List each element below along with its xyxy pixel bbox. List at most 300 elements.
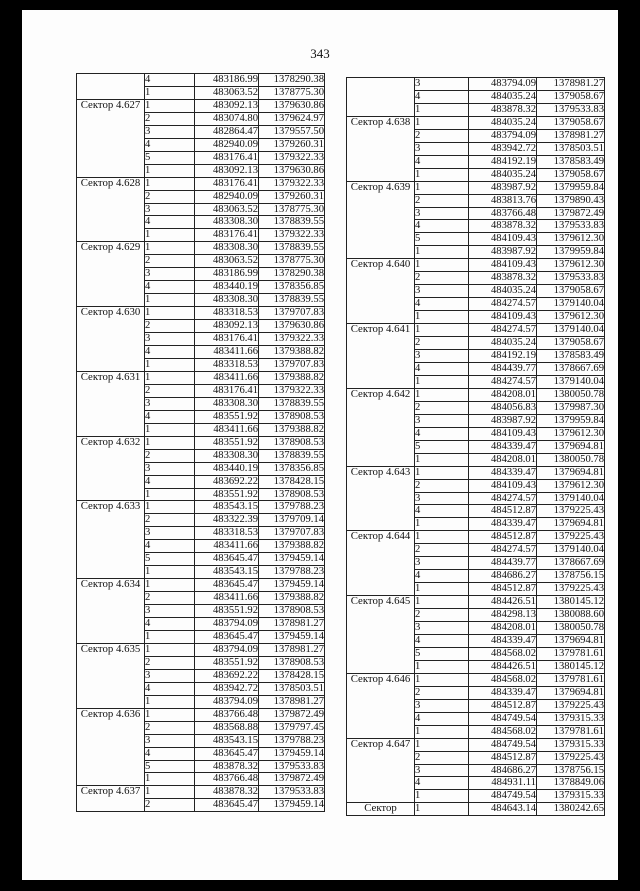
coordinate-x: 484274.57 (469, 298, 537, 311)
point-number: 3 (415, 142, 469, 155)
coordinate-y: 1379459.14 (259, 553, 325, 566)
coordinate-x: 484568.02 (469, 647, 537, 660)
document-page (22, 10, 618, 880)
coordinate-y: 1379630.86 (259, 164, 325, 177)
point-number: 4 (145, 540, 195, 553)
point-number: 4 (145, 346, 195, 359)
sector-name: Сектор 4.635 (77, 643, 145, 708)
coordinate-x: 483176.41 (195, 177, 259, 190)
coordinate-x: 483092.13 (195, 320, 259, 333)
point-number: 1 (145, 423, 195, 436)
sector-name: Сектор 4.639 (347, 181, 415, 259)
coordinate-y: 1379058.67 (537, 90, 605, 103)
coordinate-x: 484035.24 (469, 337, 537, 350)
point-number: 3 (415, 699, 469, 712)
coordinate-x: 483813.76 (469, 194, 537, 207)
coordinate-y: 1378756.15 (537, 764, 605, 777)
coordinate-x: 482864.47 (195, 125, 259, 138)
coordinate-x: 483766.48 (469, 207, 537, 220)
point-number: 4 (415, 634, 469, 647)
coordinate-x: 483440.19 (195, 462, 259, 475)
point-number: 4 (415, 712, 469, 725)
coordinate-x: 483878.32 (469, 220, 537, 233)
coordinate-y: 1379788.23 (259, 734, 325, 747)
table-row (77, 643, 325, 656)
coordinate-x: 484439.77 (469, 557, 537, 570)
coordinate-y: 1379459.14 (259, 579, 325, 592)
point-number: 5 (145, 553, 195, 566)
point-number: 2 (415, 686, 469, 699)
sector-name: Сектор 4.633 (77, 501, 145, 579)
coordinate-x: 484931.11 (469, 777, 537, 790)
coordinate-x: 483176.41 (195, 333, 259, 346)
point-number: 5 (145, 151, 195, 164)
coordinate-y: 1379225.43 (537, 751, 605, 764)
coordinate-y: 1379781.61 (537, 647, 605, 660)
coordinate-y: 1379694.81 (537, 466, 605, 479)
point-number: 2 (145, 384, 195, 397)
coordinate-y: 1378290.38 (259, 74, 325, 87)
point-number: 1 (145, 99, 195, 112)
coordinate-y: 1378775.30 (259, 86, 325, 99)
coordinate-x: 484109.43 (469, 427, 537, 440)
point-number: 1 (145, 630, 195, 643)
table-row (77, 501, 325, 514)
sector-name: Сектор 4.646 (347, 673, 415, 738)
sector-name: Сектор 4.642 (347, 388, 415, 466)
point-number: 1 (415, 388, 469, 401)
coordinate-y: 1380050.78 (537, 388, 605, 401)
point-number: 2 (415, 751, 469, 764)
coordinate-x: 483063.52 (195, 203, 259, 216)
coordinate-y: 1378981.27 (537, 129, 605, 142)
point-number: 3 (145, 268, 195, 281)
coordinate-x: 483645.47 (195, 799, 259, 812)
coordinate-y: 1378428.15 (259, 475, 325, 488)
coordinate-y: 1379225.43 (537, 699, 605, 712)
sector-name: Сектор (347, 803, 415, 816)
coordinate-y: 1379533.83 (537, 272, 605, 285)
coordinate-y: 1379533.83 (259, 760, 325, 773)
table-row (347, 116, 605, 129)
coordinate-x: 484109.43 (469, 259, 537, 272)
point-number: 5 (415, 647, 469, 660)
sector-name: Сектор 4.641 (347, 324, 415, 389)
coordinate-x: 484339.47 (469, 686, 537, 699)
coordinate-y: 1379630.86 (259, 320, 325, 333)
table-row (347, 673, 605, 686)
coordinate-x: 484109.43 (469, 311, 537, 324)
coordinate-x: 483092.13 (195, 99, 259, 112)
point-number: 1 (415, 790, 469, 803)
point-number: 1 (415, 738, 469, 751)
point-number: 2 (145, 320, 195, 333)
table-row (77, 579, 325, 592)
coordinate-y: 1379797.45 (259, 721, 325, 734)
point-number: 1 (415, 181, 469, 194)
table-row (347, 181, 605, 194)
sector-name (77, 74, 145, 100)
point-number: 4 (145, 475, 195, 488)
point-number: 1 (415, 453, 469, 466)
sector-name: Сектор 4.629 (77, 242, 145, 307)
coordinate-x: 483186.99 (195, 268, 259, 281)
coordinate-x: 483186.99 (195, 74, 259, 87)
point-number: 4 (415, 90, 469, 103)
coordinate-y: 1379388.82 (259, 346, 325, 359)
coordinate-y: 1378583.49 (537, 155, 605, 168)
coordinate-x: 484109.43 (469, 479, 537, 492)
coordinate-x: 484339.47 (469, 440, 537, 453)
coordinate-x: 484339.47 (469, 466, 537, 479)
table-row (347, 466, 605, 479)
coordinate-y: 1378908.53 (259, 656, 325, 669)
point-number: 2 (145, 721, 195, 734)
coordinate-x: 483176.41 (195, 151, 259, 164)
coordinate-x: 484512.87 (469, 583, 537, 596)
point-number: 4 (145, 410, 195, 423)
coordinate-x: 483551.92 (195, 605, 259, 618)
coordinate-x: 484339.47 (469, 518, 537, 531)
coordinate-x: 483176.41 (195, 384, 259, 397)
coordinate-y: 1379694.81 (537, 440, 605, 453)
coordinate-x: 483942.72 (195, 682, 259, 695)
coordinate-y: 1379322.33 (259, 229, 325, 242)
coordinate-y: 1378290.38 (259, 268, 325, 281)
coordinate-x: 484439.77 (469, 362, 537, 375)
coordinate-y: 1379612.30 (537, 479, 605, 492)
coordinate-x: 484426.51 (469, 660, 537, 673)
point-number: 4 (145, 281, 195, 294)
coordinate-x: 483318.53 (195, 358, 259, 371)
sector-name: Сектор 4.627 (77, 99, 145, 177)
coordinate-y: 1379225.43 (537, 583, 605, 596)
coordinates-table-left (76, 73, 325, 812)
point-number: 1 (145, 371, 195, 384)
point-number: 3 (415, 285, 469, 298)
coordinate-x: 483692.22 (195, 669, 259, 682)
table-row (347, 388, 605, 401)
coordinate-y: 1378908.53 (259, 410, 325, 423)
coordinate-y: 1378908.53 (259, 605, 325, 618)
coordinate-y: 1378908.53 (259, 488, 325, 501)
point-number: 4 (145, 216, 195, 229)
point-number: 3 (145, 527, 195, 540)
coordinate-x: 484035.24 (469, 285, 537, 298)
point-number: 2 (415, 272, 469, 285)
table-row (347, 324, 605, 337)
point-number: 5 (415, 233, 469, 246)
coordinate-x: 483794.09 (195, 695, 259, 708)
coordinate-x: 483766.48 (195, 708, 259, 721)
coordinate-y: 1380088.60 (537, 609, 605, 622)
point-number: 1 (415, 583, 469, 596)
point-number: 3 (415, 414, 469, 427)
point-number: 4 (415, 298, 469, 311)
point-number: 1 (145, 86, 195, 99)
point-number: 2 (145, 656, 195, 669)
point-number: 1 (145, 488, 195, 501)
coordinate-x: 484274.57 (469, 324, 537, 337)
point-number: 4 (415, 777, 469, 790)
sector-name: Сектор 4.643 (347, 466, 415, 531)
coordinate-y: 1379225.43 (537, 531, 605, 544)
point-number: 1 (145, 708, 195, 721)
coordinate-x: 483318.53 (195, 307, 259, 320)
sector-name: Сектор 4.640 (347, 259, 415, 324)
point-number: 2 (415, 609, 469, 622)
table-row (77, 786, 325, 799)
point-number: 3 (145, 605, 195, 618)
sector-name: Сектор 4.638 (347, 116, 415, 181)
point-number: 1 (415, 103, 469, 116)
coordinate-y: 1379557.50 (259, 125, 325, 138)
coordinate-y: 1379709.14 (259, 514, 325, 527)
point-number: 3 (415, 492, 469, 505)
coordinate-x: 483794.09 (469, 78, 537, 91)
coordinate-x: 483176.41 (195, 229, 259, 242)
point-number: 2 (415, 479, 469, 492)
point-number: 2 (145, 255, 195, 268)
point-number: 1 (145, 579, 195, 592)
coordinate-x: 484749.54 (469, 790, 537, 803)
coordinate-y: 1379707.83 (259, 358, 325, 371)
coordinate-x: 483794.09 (195, 618, 259, 631)
coordinate-y: 1380050.78 (537, 453, 605, 466)
coordinate-y: 1379707.83 (259, 527, 325, 540)
point-number: 3 (415, 350, 469, 363)
sector-name: Сектор 4.647 (347, 738, 415, 803)
coordinate-y: 1379322.33 (259, 177, 325, 190)
table-row (347, 803, 605, 816)
coordinate-y: 1379388.82 (259, 592, 325, 605)
coordinate-x: 484056.83 (469, 401, 537, 414)
table-row (77, 708, 325, 721)
coordinate-x: 483318.53 (195, 527, 259, 540)
point-number: 4 (415, 505, 469, 518)
coordinate-x: 483645.47 (195, 630, 259, 643)
point-number: 1 (415, 311, 469, 324)
coordinate-x: 483543.15 (195, 501, 259, 514)
sector-name: Сектор 4.628 (77, 177, 145, 242)
coordinate-x: 483987.92 (469, 181, 537, 194)
coordinate-x: 484512.87 (469, 505, 537, 518)
coordinate-x: 482940.09 (195, 190, 259, 203)
point-number: 2 (145, 190, 195, 203)
coordinate-y: 1379612.30 (537, 427, 605, 440)
point-number: 1 (145, 695, 195, 708)
point-number: 2 (145, 449, 195, 462)
coordinate-y: 1379459.14 (259, 747, 325, 760)
coordinate-y: 1379058.67 (537, 116, 605, 129)
point-number: 4 (145, 138, 195, 151)
point-number: 3 (145, 125, 195, 138)
coordinate-y: 1378981.27 (537, 78, 605, 91)
point-number: 1 (145, 773, 195, 786)
point-number: 3 (415, 764, 469, 777)
coordinate-y: 1378981.27 (259, 643, 325, 656)
coordinate-y: 1379058.67 (537, 337, 605, 350)
point-number: 3 (145, 669, 195, 682)
point-number: 1 (415, 466, 469, 479)
point-number: 1 (415, 168, 469, 181)
coordinate-y: 1379260.31 (259, 190, 325, 203)
coordinate-y: 1378775.30 (259, 255, 325, 268)
coordinate-x: 483551.92 (195, 436, 259, 449)
point-number: 1 (145, 436, 195, 449)
coordinate-x: 484274.57 (469, 544, 537, 557)
point-number: 1 (145, 177, 195, 190)
table-row (77, 436, 325, 449)
coordinate-y: 1379533.83 (537, 103, 605, 116)
coordinate-x: 484339.47 (469, 634, 537, 647)
coordinate-x: 483987.92 (469, 246, 537, 259)
point-number: 2 (415, 194, 469, 207)
coordinate-y: 1379140.04 (537, 544, 605, 557)
coordinate-x: 483878.32 (469, 103, 537, 116)
table-row (77, 99, 325, 112)
coordinates-table-right (346, 77, 605, 816)
coordinate-y: 1379630.86 (259, 99, 325, 112)
point-number: 2 (415, 337, 469, 350)
coordinate-y: 1379315.33 (537, 790, 605, 803)
coordinate-x: 483551.92 (195, 656, 259, 669)
table-row (347, 738, 605, 751)
coordinate-y: 1379322.33 (259, 151, 325, 164)
point-number: 4 (145, 74, 195, 87)
coordinate-x: 484274.57 (469, 492, 537, 505)
coordinate-y: 1379872.49 (259, 773, 325, 786)
coordinate-y: 1379459.14 (259, 799, 325, 812)
point-number: 2 (415, 544, 469, 557)
coordinate-y: 1379612.30 (537, 311, 605, 324)
coordinate-y: 1378756.15 (537, 570, 605, 583)
coordinate-y: 1379140.04 (537, 375, 605, 388)
coordinate-y: 1379612.30 (537, 233, 605, 246)
coordinate-y: 1379058.67 (537, 168, 605, 181)
point-number: 2 (145, 112, 195, 125)
table-row (77, 371, 325, 384)
coordinate-x: 484512.87 (469, 751, 537, 764)
point-number: 2 (415, 129, 469, 142)
coordinate-y: 1378839.55 (259, 216, 325, 229)
coordinate-x: 484035.24 (469, 116, 537, 129)
point-number: 1 (145, 242, 195, 255)
point-number: 3 (145, 333, 195, 346)
coordinate-y: 1379388.82 (259, 423, 325, 436)
coordinate-x: 483543.15 (195, 734, 259, 747)
coordinate-y: 1379140.04 (537, 492, 605, 505)
coordinate-x: 483411.66 (195, 423, 259, 436)
coordinate-y: 1379959.84 (537, 414, 605, 427)
point-number: 1 (145, 501, 195, 514)
point-number: 1 (145, 566, 195, 579)
point-number: 1 (415, 803, 469, 816)
coordinate-y: 1379058.67 (537, 285, 605, 298)
point-number: 4 (145, 618, 195, 631)
coordinate-y: 1378583.49 (537, 350, 605, 363)
coordinate-x: 483568.88 (195, 721, 259, 734)
coordinate-y: 1378503.51 (259, 682, 325, 695)
coordinate-x: 483987.92 (469, 414, 537, 427)
sector-name (347, 78, 415, 117)
point-number: 4 (415, 220, 469, 233)
coordinate-y: 1379388.82 (259, 371, 325, 384)
coordinate-x: 483440.19 (195, 281, 259, 294)
coordinate-x: 483766.48 (195, 773, 259, 786)
sector-name: Сектор 4.637 (77, 786, 145, 812)
coordinate-y: 1378981.27 (259, 695, 325, 708)
coordinate-x: 483074.80 (195, 112, 259, 125)
coordinate-x: 483063.52 (195, 86, 259, 99)
coordinate-x: 484643.14 (469, 803, 537, 816)
point-number: 1 (145, 229, 195, 242)
point-number: 1 (145, 358, 195, 371)
point-number: 2 (145, 514, 195, 527)
coordinate-y: 1379624.97 (259, 112, 325, 125)
coordinate-x: 484192.19 (469, 350, 537, 363)
coordinate-x: 484208.01 (469, 453, 537, 466)
point-number: 3 (415, 207, 469, 220)
point-number: 1 (415, 259, 469, 272)
coordinate-x: 484512.87 (469, 531, 537, 544)
coordinate-y: 1379707.83 (259, 307, 325, 320)
coordinate-y: 1379459.14 (259, 630, 325, 643)
point-number: 3 (145, 203, 195, 216)
point-number: 1 (415, 324, 469, 337)
coordinate-y: 1378356.85 (259, 462, 325, 475)
coordinate-y: 1379872.49 (259, 708, 325, 721)
point-number: 4 (415, 427, 469, 440)
coordinate-y: 1378981.27 (259, 618, 325, 631)
coordinate-y: 1379959.84 (537, 181, 605, 194)
coordinate-y: 1379788.23 (259, 566, 325, 579)
coordinate-x: 484274.57 (469, 375, 537, 388)
coordinate-y: 1378503.51 (537, 142, 605, 155)
sector-name: Сектор 4.644 (347, 531, 415, 596)
coordinate-x: 483092.13 (195, 164, 259, 177)
coordinate-x: 483878.32 (195, 786, 259, 799)
coordinate-y: 1378667.69 (537, 557, 605, 570)
coordinate-x: 484749.54 (469, 712, 537, 725)
coordinate-x: 484298.13 (469, 609, 537, 622)
point-number: 1 (145, 786, 195, 799)
coordinate-x: 483942.72 (469, 142, 537, 155)
sector-name: Сектор 4.632 (77, 436, 145, 501)
sector-name: Сектор 4.636 (77, 708, 145, 786)
coordinate-y: 1379781.61 (537, 725, 605, 738)
table-row (347, 259, 605, 272)
coordinate-y: 1379315.33 (537, 738, 605, 751)
coordinate-x: 483308.30 (195, 242, 259, 255)
coordinate-x: 483411.66 (195, 346, 259, 359)
coordinate-x: 484512.87 (469, 699, 537, 712)
coordinate-y: 1379694.81 (537, 518, 605, 531)
coordinate-x: 483308.30 (195, 397, 259, 410)
coordinate-y: 1378356.85 (259, 281, 325, 294)
point-number: 1 (415, 531, 469, 544)
coordinate-x: 483645.47 (195, 747, 259, 760)
coordinate-y: 1379533.83 (259, 786, 325, 799)
point-number: 4 (415, 362, 469, 375)
coordinate-y: 1380145.12 (537, 596, 605, 609)
point-number: 3 (415, 622, 469, 635)
coordinate-x: 483308.30 (195, 216, 259, 229)
coordinate-y: 1379322.33 (259, 333, 325, 346)
point-number: 1 (415, 725, 469, 738)
point-number: 3 (415, 78, 469, 91)
point-number: 4 (415, 570, 469, 583)
